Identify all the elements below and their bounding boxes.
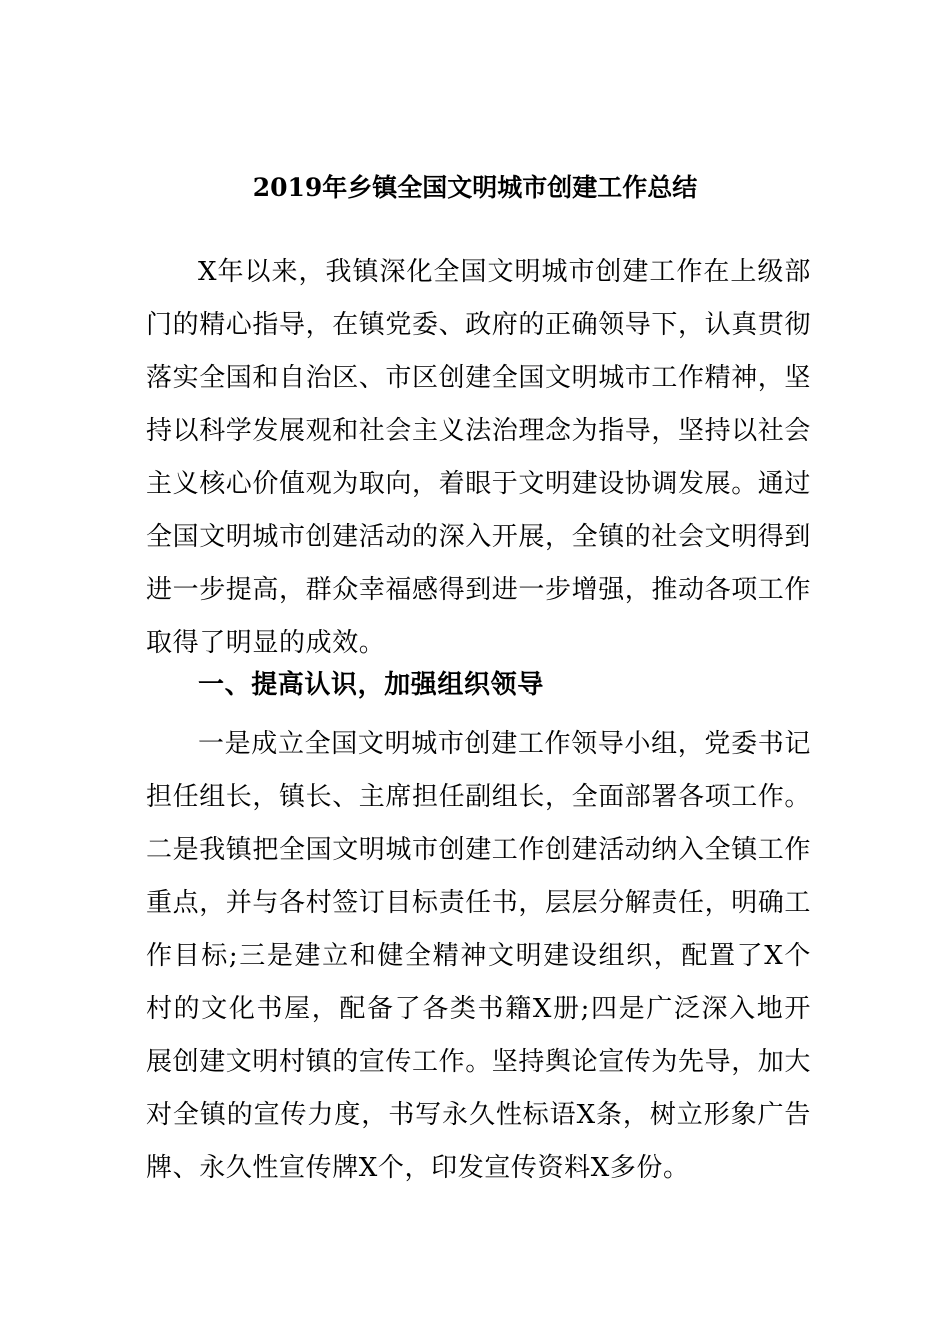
intro-section <box>146 246 811 670</box>
document-title: 2019年乡镇全国文明城市创建工作总结 <box>252 173 698 202</box>
section-body <box>146 718 811 1195</box>
intro-paragraph: X年以来，我镇深化全国文明城市创建工作在上级部门的精心指导，在镇党委、政府的正确领导下，认真贯彻落实全国和自治区、市区创建全国文明城市工作精神，坚持以科学发展观和社会主义法治理念为指导，坚持以社会主义核心价值观为取向，着眼于文明建设协调发展。通过全国文明城市创建活动的深入开展，全镇的社会文明得到进一步提高，群众幸福感得到进一步增强，推动各项工作取得了明显的成效。 <box>146 257 812 658</box>
section-heading: 一、提高认识，加强组织领导 <box>198 670 544 700</box>
section-paragraph: 一是成立全国文明城市创建工作领导小组，党委书记担任组长，镇长、主席担任副组长，全面部署各项工作。二是我镇把全国文明城市创建工作创建活动纳入全镇工作重点，并与各村签订目标责任书，层层分解责任，明确工作目标;三是建立和健全精神文明建设组织，配置了X个村的文化书屋，配备了各类书籍X册;四是广泛深入地开展创建文明村镇的宣传工作。坚持舆论宣传为先导，加大对全镇的宣传力度，书写永久性标语X条，树立形象广告牌、永久性宣传牌X个，印发宣传资料X多份。 <box>146 729 812 1183</box>
